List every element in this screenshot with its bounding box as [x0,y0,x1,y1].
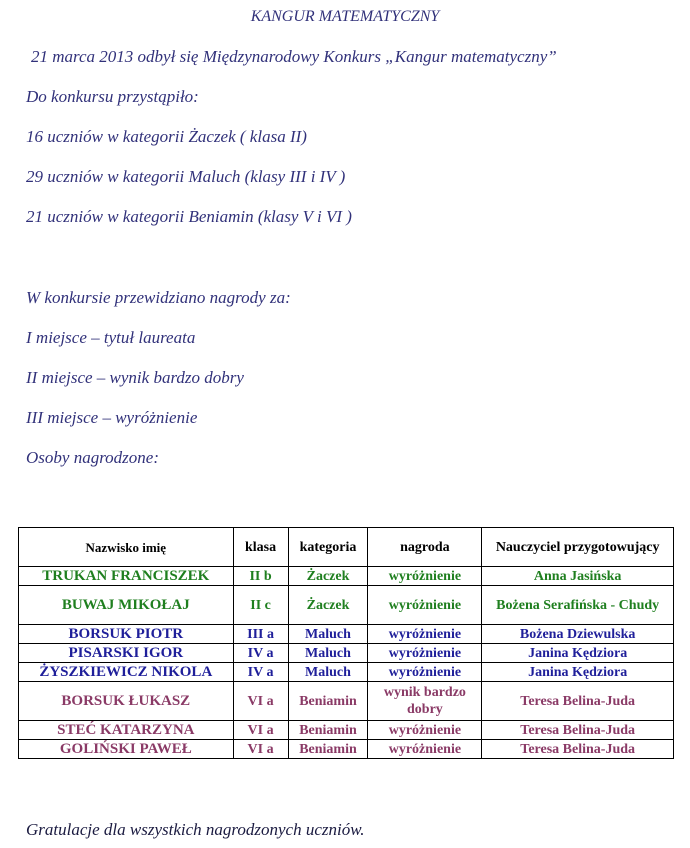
cell-award: wyróżnienie [368,586,482,625]
header-category: kategoria [288,528,368,567]
cell-class: VI a [233,682,288,721]
cell-award: wyróżnienie [368,740,482,759]
cell-category: Beniamin [288,721,368,740]
cell-teacher: Janina Kędziora [482,663,674,682]
header-teacher: Nauczyciel przygotowujący [482,528,674,567]
closing-text: Gratulacje dla wszystkich nagrodzonych uczniów. [26,820,365,839]
intro-text: 21 marca 2013 odbył się Międzynarodowy Konkurs „Kangur matematyczny” [31,47,557,66]
prize-line: II miejsce – wynik bardzo dobry [26,368,244,387]
cell-teacher: Anna Jasińska [482,567,674,586]
cell-name: STEĆ KATARZYNA [19,721,234,740]
cell-teacher: Teresa Belina-Juda [482,682,674,721]
cell-name: GOLIŃSKI PAWEŁ [19,740,234,759]
cell-class: VI a [233,740,288,759]
cell-name: PISARSKI IGOR [19,644,234,663]
prize-line: I miejsce – tytuł laureata [26,328,196,347]
page-title: KANGUR MATEMATYCZNY [250,8,440,25]
table-header-row [19,528,674,567]
cell-class: III a [233,625,288,644]
cell-category: Żaczek [288,567,368,586]
table-row [19,663,674,682]
table-row [19,644,674,663]
prizes-heading: W konkursie przewidziano nagrody za: [26,288,291,307]
cell-class: IV a [233,644,288,663]
cell-class: VI a [233,721,288,740]
cell-class: II b [233,567,288,586]
cell-category: Beniamin [288,682,368,721]
participants-line: 29 uczniów w kategorii Maluch (klasy III i IV ) [26,167,346,186]
cell-award: wyróżnienie [368,721,482,740]
table-row [19,567,674,586]
cell-class: IV a [233,663,288,682]
participants-heading: Do konkursu przystąpiło: [26,87,199,106]
cell-award: wyróżnienie [368,663,482,682]
table-row [19,721,674,740]
header-class: klasa [233,528,288,567]
prize-line: III miejsce – wyróżnienie [26,408,198,427]
header-award: nagroda [368,528,482,567]
cell-class: II c [233,586,288,625]
cell-teacher: Teresa Belina-Juda [482,740,674,759]
cell-category: Maluch [288,644,368,663]
cell-name: ŻYSZKIEWICZ NIKOLA [19,663,234,682]
cell-category: Maluch [288,625,368,644]
cell-category: Maluch [288,663,368,682]
table-row [19,586,674,625]
cell-name: BORSUK ŁUKASZ [19,682,234,721]
cell-category: Żaczek [288,586,368,625]
cell-name: BORSUK PIOTR [19,625,234,644]
participants-line: 16 uczniów w kategorii Żaczek ( klasa II) [26,127,307,146]
cell-award: wyróżnienie [368,567,482,586]
participants-line: 21 uczniów w kategorii Beniamin (klasy V i VI ) [26,207,352,226]
table-row [19,740,674,759]
cell-teacher: Janina Kędziora [482,644,674,663]
cell-award: wynik bardzo dobry [368,682,482,721]
cell-award: wyróżnienie [368,625,482,644]
header-name: Nazwisko imię [19,528,234,567]
cell-teacher: Bożena Serafińska - Chudy [482,586,674,625]
awards-table [18,527,674,759]
cell-award: wyróżnienie [368,644,482,663]
winners-heading: Osoby nagrodzone: [26,448,159,467]
cell-teacher: Bożena Dziewulska [482,625,674,644]
cell-name: TRUKAN FRANCISZEK [19,567,234,586]
cell-category: Beniamin [288,740,368,759]
table-row [19,682,674,721]
cell-teacher: Teresa Belina-Juda [482,721,674,740]
cell-name: BUWAJ MIKOŁAJ [19,586,234,625]
table-row [19,625,674,644]
